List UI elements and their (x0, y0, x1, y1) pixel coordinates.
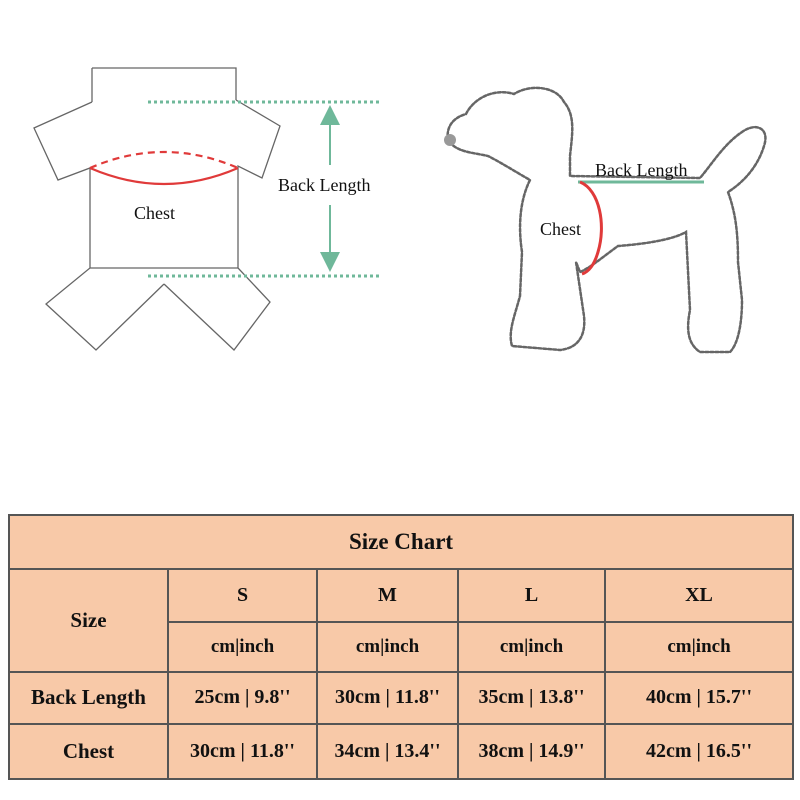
unit-s: cm|inch (168, 622, 317, 672)
table-row-back-length (9, 672, 793, 723)
shirt-chest-back-line (90, 152, 238, 168)
size-xl: XL (605, 569, 793, 621)
back-length-s: 25cm | 9.8'' (168, 672, 317, 723)
row-label-back-length: Back Length (9, 672, 168, 723)
size-m: M (317, 569, 458, 621)
dog-chest-label: Chest (540, 219, 582, 239)
table-row-chest (9, 724, 793, 779)
back-length-m: 30cm | 11.8'' (317, 672, 458, 723)
dog-back-length-label: Back Length (595, 160, 688, 180)
unit-l: cm|inch (458, 622, 605, 672)
row-label-chest: Chest (9, 724, 168, 779)
shirt-chest-label: Chest (134, 203, 176, 223)
back-length-xl: 40cm | 15.7'' (605, 672, 793, 723)
chest-m: 34cm | 13.4'' (317, 724, 458, 779)
size-l: L (458, 569, 605, 621)
dog-outline (448, 88, 766, 352)
chest-l: 38cm | 14.9'' (458, 724, 605, 779)
size-row-header: Size (9, 569, 168, 672)
size-s: S (168, 569, 317, 621)
size-chart-table (8, 514, 794, 780)
size-chart-title: Size Chart (9, 515, 793, 569)
unit-xl: cm|inch (605, 622, 793, 672)
back-length-l: 35cm | 13.8'' (458, 672, 605, 723)
dog-nose-icon (444, 134, 456, 146)
chest-xl: 42cm | 16.5'' (605, 724, 793, 779)
chest-s: 30cm | 11.8'' (168, 724, 317, 779)
unit-m: cm|inch (317, 622, 458, 672)
shirt-back-length-label: Back Length (278, 175, 371, 195)
shirt-chest-front-line (90, 168, 238, 184)
